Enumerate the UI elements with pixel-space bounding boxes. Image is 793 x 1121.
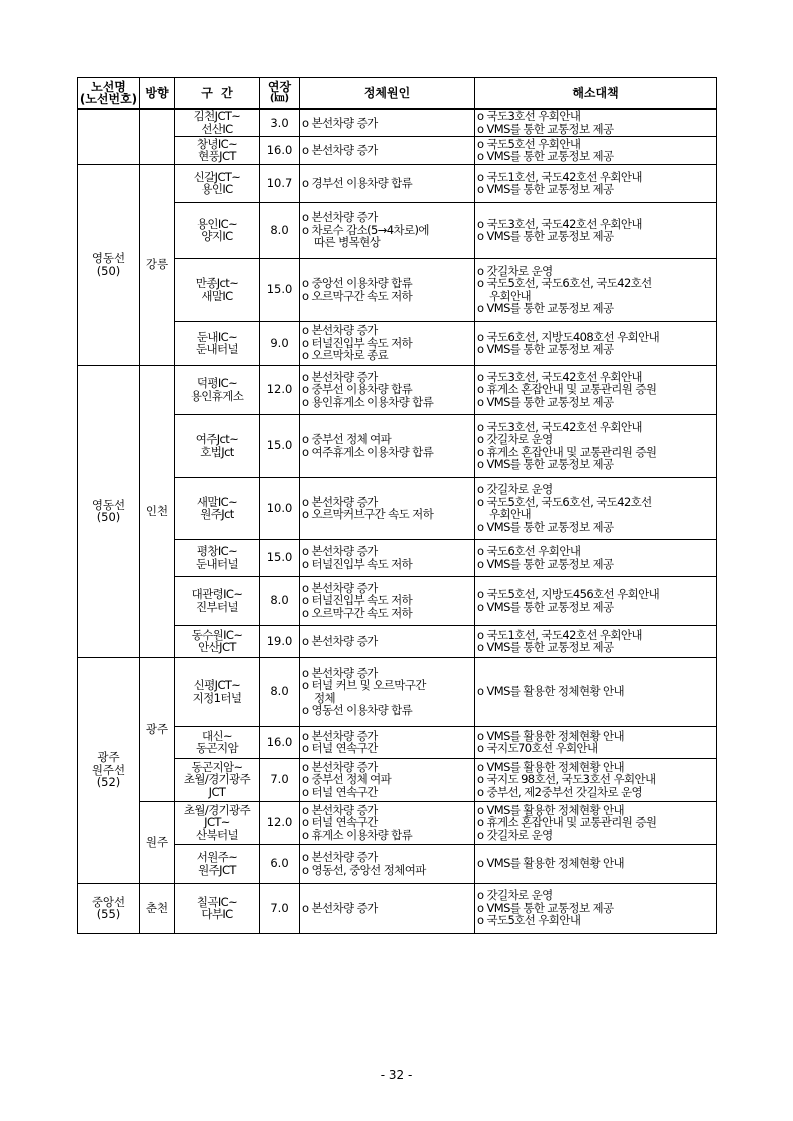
cell-line: 영동선 <box>91 251 126 265</box>
cell-line: 동곤지암 <box>195 741 239 755</box>
header-length: 연장 (㎞) <box>260 78 300 110</box>
cause-cell <box>300 758 475 801</box>
length-cell: 15.0 <box>260 539 300 576</box>
cell-line: o 본선차량 증가 <box>302 544 378 558</box>
cell-line: o VMS를 통한 교통정보 제공 <box>477 457 614 471</box>
measure-cell <box>475 136 717 164</box>
direction-cell: 광주 <box>140 657 175 801</box>
cell-line: (55) <box>96 907 121 921</box>
section-cell <box>175 726 260 758</box>
measure-cell <box>475 726 717 758</box>
measure-cell <box>475 477 717 539</box>
cell-line: o 국도5호선 우회안내 <box>477 136 581 151</box>
cell-line: o 오르막구간 속도 저하 <box>302 288 413 303</box>
length-cell: 9.0 <box>260 321 300 365</box>
cell-line: 산북터널 <box>195 827 239 842</box>
cell-line: 따른 병목현상 <box>314 235 381 250</box>
length-cell: 7.0 <box>260 758 300 801</box>
direction-cell: 원주 <box>140 801 175 883</box>
table-row <box>78 801 717 844</box>
table-row <box>78 365 717 414</box>
length-cell: 3.0 <box>260 109 300 136</box>
direction-cell: 인천 <box>140 365 175 657</box>
cell-line: 선산IC <box>201 121 233 136</box>
length-cell: 12.0 <box>260 801 300 844</box>
cell-line: o VMS를 통한 교통정보 제공 <box>477 640 614 654</box>
cause-cell <box>300 477 475 539</box>
cell-line: 신평JCT~ <box>193 678 241 692</box>
measure-cell <box>475 414 717 477</box>
cell-line: 광주 <box>97 750 120 765</box>
length-cell: 16.0 <box>260 136 300 164</box>
measure-cell <box>475 801 717 844</box>
direction-cell: 강릉 <box>140 164 175 365</box>
cell-line: 용인IC~ <box>196 216 238 231</box>
cell-line: 진부터널 <box>195 599 239 614</box>
cell-line: o 휴게소 혼잡안내 및 교통관리원 증원 <box>477 815 657 830</box>
header-section: 구 간 <box>175 78 260 110</box>
cause-cell <box>300 625 475 657</box>
cell-line: 다부IC <box>201 907 233 921</box>
cell-line: o 휴게소 이용차량 합류 <box>302 827 413 842</box>
cell-line: (50) <box>96 510 121 524</box>
cell-line: o 본선차량 증가 <box>302 115 378 130</box>
cell-line: 현풍JCT <box>198 149 236 163</box>
cell-line: o 용인휴게소 이용차량 합류 <box>302 394 434 409</box>
length-cell: 8.0 <box>260 657 300 726</box>
section-cell <box>175 414 260 477</box>
measure-cell <box>475 258 717 321</box>
cell-line: o VMS를 활용한 정체현황 안내 <box>477 856 625 871</box>
section-cell <box>175 477 260 539</box>
cause-cell <box>300 576 475 625</box>
cell-line: o VMS를 통한 교통정보 제공 <box>477 900 614 915</box>
cell-line: 새말IC~ <box>196 494 238 509</box>
route-name-cell <box>78 657 140 883</box>
cell-line: o VMS를 통한 교통정보 제공 <box>477 556 614 571</box>
section-cell <box>175 202 260 258</box>
section-cell <box>175 844 260 883</box>
measure-cell <box>475 109 717 136</box>
cause-cell <box>300 801 475 844</box>
cell-line: o 갓길차로 운영 <box>477 827 553 842</box>
page-number: - 32 - <box>380 1068 413 1082</box>
cell-line: o 본선차량 증가 <box>302 210 378 225</box>
cause-cell <box>300 109 475 136</box>
cell-line: o VMS를 활용한 정체현황 안내 <box>477 728 625 743</box>
cell-line: o 본선차량 증가 <box>302 369 378 384</box>
section-cell <box>175 576 260 625</box>
cell-line: o VMS를 통한 교통정보 제공 <box>477 229 614 243</box>
cell-line: o 갓길차로 운영 <box>477 888 553 903</box>
cause-cell <box>300 657 475 726</box>
cell-line: 중앙선 <box>91 894 126 909</box>
congestion-table <box>77 77 717 934</box>
section-cell <box>175 321 260 365</box>
cell-line: o 갓길차로 운영 <box>477 482 553 496</box>
cell-line: 대관령IC~ <box>191 587 243 601</box>
cell-line: o 본선차량 증가 <box>302 728 378 743</box>
cell-line: o 중앙선 이용차량 합류 <box>302 276 413 290</box>
cell-line: o 본선차량 증가 <box>302 323 378 338</box>
table-row <box>78 164 717 202</box>
cell-line: o VMS를 통한 교통정보 제공 <box>477 519 614 534</box>
cell-line: o 갓길차로 운영 <box>477 263 553 278</box>
cell-line: 호법Jct <box>200 444 234 459</box>
cell-line: o 본선차량 증가 <box>302 802 378 817</box>
cell-line: o 갓길차로 운영 <box>477 432 553 446</box>
cell-line: o 국도3호선 우회안내 <box>477 109 581 124</box>
route-name-cell <box>78 164 140 365</box>
cell-line: 초월/경기광주 <box>183 802 251 817</box>
cause-cell <box>300 164 475 202</box>
cell-line: o 중부선 정체 여파 <box>302 772 392 787</box>
table-row <box>78 657 717 726</box>
cell-line: 둔내터널 <box>195 556 239 571</box>
measure-cell <box>475 539 717 576</box>
cell-line: o 국지도70호선 우회안내 <box>477 741 598 755</box>
cell-line: o 오르막구간 속도 저하 <box>302 605 413 620</box>
cell-line: 우회안내 <box>489 288 532 303</box>
cause-cell <box>300 202 475 258</box>
cause-cell <box>300 321 475 365</box>
cell-line: 지정1터널 <box>192 690 242 705</box>
section-cell <box>175 164 260 202</box>
cell-line: 영동선 <box>91 497 126 512</box>
length-cell: 6.0 <box>260 844 300 883</box>
section-cell <box>175 109 260 136</box>
cell-line: o 국도5호선, 국도6호선, 국도42호선 <box>477 494 652 509</box>
cell-line: o 터널진입부 속도 저하 <box>302 335 413 350</box>
measure-cell <box>475 164 717 202</box>
length-cell: 8.0 <box>260 202 300 258</box>
route-name-cell <box>78 365 140 657</box>
measure-cell <box>475 576 717 625</box>
measure-cell <box>475 365 717 414</box>
cell-line: 덕평IC~ <box>196 376 238 390</box>
cell-line: 원주Jct <box>200 507 234 521</box>
cell-line: o 터널 커브 및 오르막구간 <box>302 678 426 692</box>
cell-line: o 오르막차로 종료 <box>302 348 389 363</box>
section-cell <box>175 539 260 576</box>
cell-line: 둔내IC~ <box>196 329 238 344</box>
cell-line: o 경부선 이용차량 합류 <box>302 175 413 190</box>
cell-line: o 본선차량 증가 <box>302 494 378 509</box>
cell-line: 둔내터널 <box>195 342 239 356</box>
cell-line: 초월/경기광주 <box>183 772 251 787</box>
section-cell <box>175 365 260 414</box>
route-name-cell <box>78 883 140 933</box>
cause-cell <box>300 883 475 933</box>
section-cell <box>175 258 260 321</box>
cell-line: o 본선차량 증가 <box>302 142 378 157</box>
measure-cell <box>475 657 717 726</box>
cell-line: o VMS를 통한 교통정보 제공 <box>477 394 614 409</box>
direction-cell <box>140 109 175 164</box>
cell-line: o 터널 연속구간 <box>302 815 378 830</box>
length-cell: 10.7 <box>260 164 300 202</box>
cell-line: JCT~ <box>204 815 230 830</box>
cell-line: o 중부선 이용차량 합류 <box>302 382 413 397</box>
cell-line: 원주선 <box>91 762 126 777</box>
cell-line: 안산JCT <box>198 640 236 654</box>
cell-line: o 본선차량 증가 <box>302 580 378 595</box>
length-cell: 15.0 <box>260 414 300 477</box>
cell-line: 용인휴게소 <box>190 388 244 403</box>
cell-line: o 오르막커브구간 속도 저하 <box>302 507 434 521</box>
header-measure: 해소대책 <box>475 78 717 110</box>
table-row <box>78 883 717 933</box>
cell-line: o 본선차량 증가 <box>302 633 378 648</box>
cell-line: o 본선차량 증가 <box>302 665 378 680</box>
cell-line: o 국도3호선, 국도42호선 우회안내 <box>477 369 642 384</box>
cell-line: (52) <box>96 775 121 790</box>
section-cell <box>175 657 260 726</box>
length-cell: 8.0 <box>260 576 300 625</box>
measure-cell <box>475 758 717 801</box>
cause-cell <box>300 539 475 576</box>
cell-line: 원주JCT <box>198 862 236 877</box>
section-cell <box>175 136 260 164</box>
cell-line: 용인IC <box>201 182 233 196</box>
cell-line: o 터널 연속구간 <box>302 741 378 755</box>
cell-line: 칠곡IC~ <box>196 894 238 909</box>
cell-line: 동수원IC~ <box>191 627 243 642</box>
cell-line: (50) <box>96 263 121 278</box>
cell-line: o 영동선 이용차량 합류 <box>302 703 413 717</box>
cell-line: o 본선차량 증가 <box>302 900 378 915</box>
cell-line: o 국도5호선 우회안내 <box>477 913 581 928</box>
cause-cell <box>300 844 475 883</box>
table-body <box>78 109 717 933</box>
cell-line: o 본선차량 증가 <box>302 759 378 774</box>
cell-line: 신갈JCT~ <box>193 169 241 184</box>
measure-cell <box>475 202 717 258</box>
cell-line: o 차로수 감소(5→4차로)에 <box>302 222 429 237</box>
cell-line: o 영동선, 중앙선 정체여파 <box>302 862 426 877</box>
route-name-cell <box>78 109 140 164</box>
length-cell: 16.0 <box>260 726 300 758</box>
cell-line: o 중부선 정체 여파 <box>302 432 392 446</box>
length-cell: 19.0 <box>260 625 300 657</box>
direction-cell: 춘천 <box>140 883 175 933</box>
cell-line: 서원주~ <box>196 850 238 864</box>
length-cell: 7.0 <box>260 883 300 933</box>
cell-line: 새말IC <box>201 288 233 303</box>
cell-line: o 국지도 98호선, 국도3호선 우회안내 <box>477 772 656 787</box>
length-cell: 15.0 <box>260 258 300 321</box>
cell-line: o VMS를 통한 교통정보 제공 <box>477 599 614 614</box>
cell-line: 김천JCT~ <box>193 109 241 124</box>
section-cell <box>175 625 260 657</box>
cause-cell <box>300 414 475 477</box>
cell-line: o 국도6호선, 지방도408호선 우회안내 <box>477 329 660 344</box>
cause-cell <box>300 136 475 164</box>
cell-line: o 중부선, 제2중부선 갓길차로 운영 <box>477 784 643 799</box>
cell-line: o 국도1호선, 국도42호선 우회안내 <box>477 169 642 184</box>
cell-line: 평창IC~ <box>196 544 238 558</box>
cell-line: 우회안내 <box>489 507 532 521</box>
cell-line: 만종Jct~ <box>195 276 239 290</box>
cell-line: o VMS를 활용한 정체현황 안내 <box>477 684 625 699</box>
cell-line: JCT <box>208 784 226 799</box>
cell-line: o 여주휴게소 이용차량 합류 <box>302 444 434 459</box>
cell-line: 대신~ <box>201 728 233 743</box>
cell-line: o VMS를 통한 교통정보 제공 <box>477 121 614 136</box>
header-direction: 방향 <box>140 78 175 110</box>
section-cell <box>175 801 260 844</box>
cell-line: o 국도3호선, 국도42호선 우회안내 <box>477 216 642 231</box>
cell-line: o 터널 연속구간 <box>302 784 378 799</box>
table-row <box>78 109 717 136</box>
cell-line: 정체 <box>314 690 336 705</box>
section-cell <box>175 883 260 933</box>
cell-line: o VMS를 활용한 정체현황 안내 <box>477 759 625 774</box>
measure-cell <box>475 625 717 657</box>
cell-line: o 휴게소 혼잡안내 및 교통관리원 증원 <box>477 382 657 397</box>
cell-line: o VMS를 통한 교통정보 제공 <box>477 149 614 163</box>
header-cause: 정체원인 <box>300 78 475 110</box>
cell-line: 여주Jct~ <box>195 432 239 446</box>
cell-line: o 국도1호선, 국도42호선 우회안내 <box>477 627 642 642</box>
cell-line: 창녕IC~ <box>196 136 238 151</box>
cell-line: o 휴게소 혼잡안내 및 교통관리원 증원 <box>477 444 657 459</box>
cause-cell <box>300 726 475 758</box>
cell-line: o VMS를 활용한 정체현황 안내 <box>477 802 625 817</box>
header-route: 노선명 (노선번호) <box>78 78 140 110</box>
cause-cell <box>300 365 475 414</box>
cell-line: o VMS를 통한 교통정보 제공 <box>477 301 614 315</box>
cell-line: 동곤지암~ <box>191 759 243 774</box>
cell-line: o VMS를 통한 교통정보 제공 <box>477 182 614 196</box>
cell-line: o 국도3호선, 국도42호선 우회안내 <box>477 419 642 434</box>
cell-line: o 국도5호선, 지방도456호선 우회안내 <box>477 587 660 601</box>
section-cell <box>175 758 260 801</box>
cell-line: 양지IC <box>201 229 233 243</box>
cell-line: o 본선차량 증가 <box>302 850 378 864</box>
measure-cell <box>475 883 717 933</box>
length-cell: 10.0 <box>260 477 300 539</box>
cause-cell <box>300 258 475 321</box>
cell-line: o 터널진입부 속도 저하 <box>302 593 413 608</box>
cell-line: o 국도5호선, 국도6호선, 국도42호선 <box>477 276 652 290</box>
cell-line: o 터널진입부 속도 저하 <box>302 556 413 571</box>
table-header-row <box>78 78 717 110</box>
cell-line: o 국도6호선 우회안내 <box>477 544 581 558</box>
measure-cell <box>475 321 717 365</box>
measure-cell <box>475 844 717 883</box>
cell-line: o VMS를 통한 교통정보 제공 <box>477 342 614 356</box>
length-cell: 12.0 <box>260 365 300 414</box>
